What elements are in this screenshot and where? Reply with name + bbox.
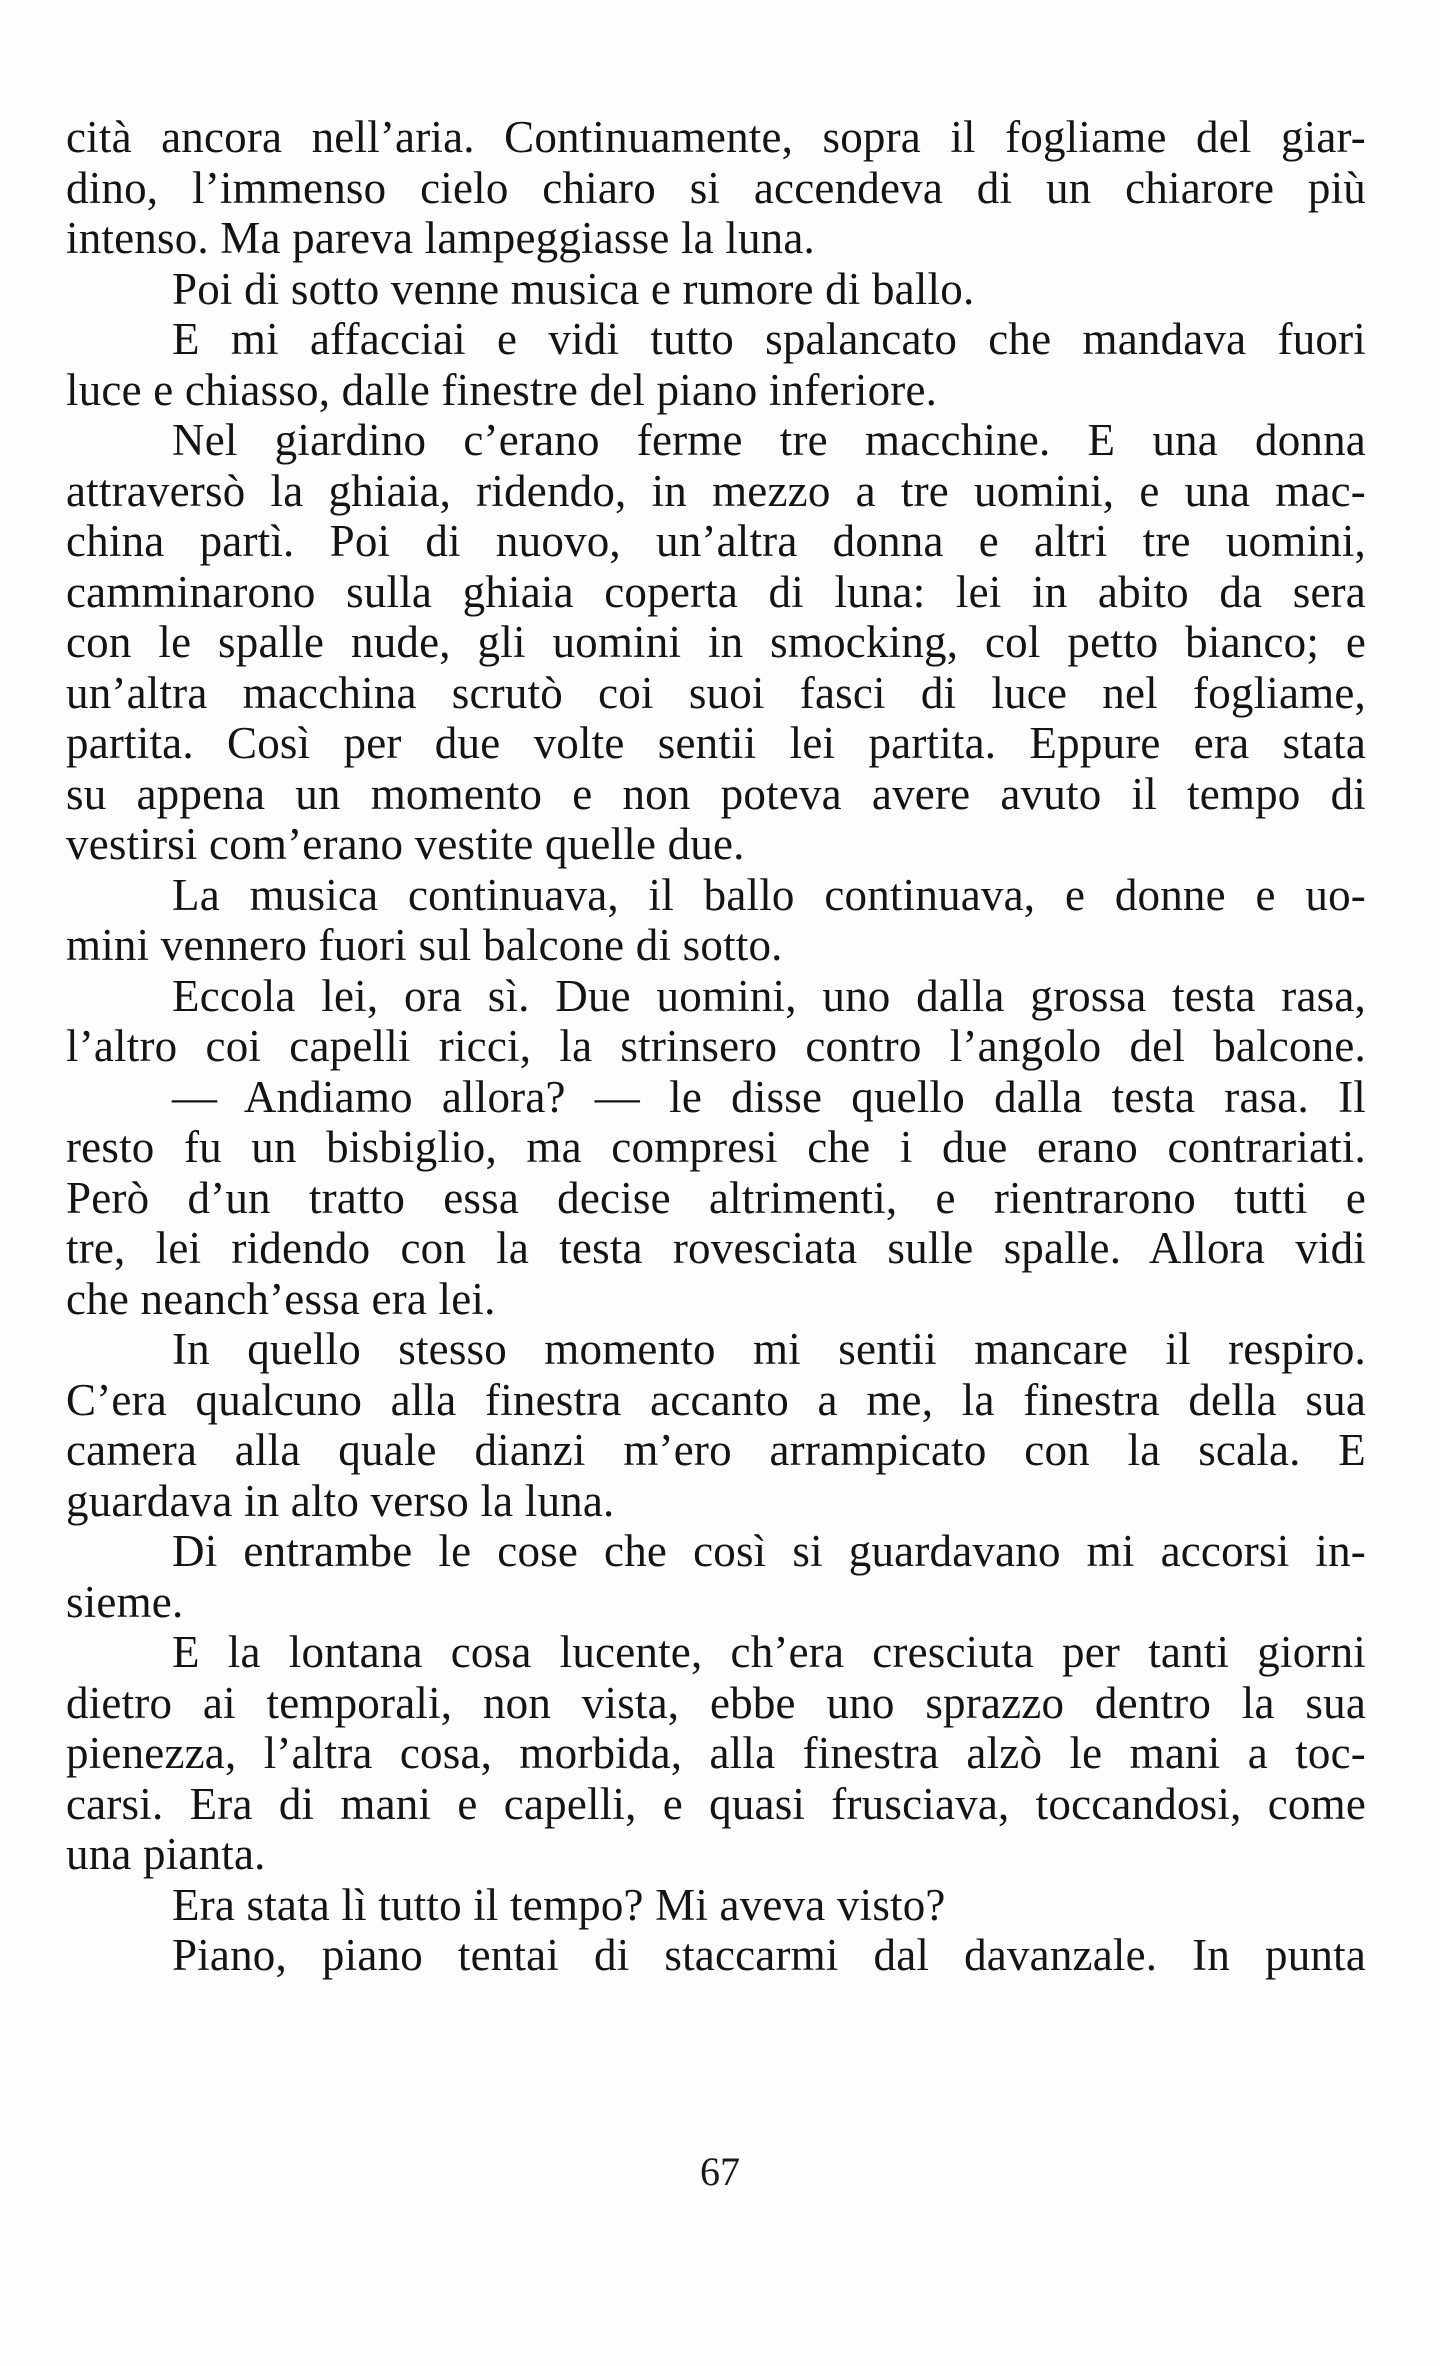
text-line: Eccola lei, ora sì. Due uomini, uno dalla grossa testa rasa, [172, 970, 1366, 1021]
text-line: guardava in alto verso la luna. [66, 1475, 615, 1526]
text-line: sieme. [66, 1576, 184, 1627]
text-line: camera alla quale dianzi m’ero arrampicato con la scala. E [66, 1425, 1366, 1475]
text-line: con le spalle nude, gli uomini in smocking, col petto bianco; e [66, 617, 1366, 667]
text-line: cità ancora nell’aria. Continuamente, sopra il fogliame del giar- [66, 112, 1366, 162]
text-line: dino, l’immenso cielo chiaro si accendeva di un chiarore più [66, 162, 1366, 213]
text-line: una pianta. [66, 1829, 266, 1879]
body-text [66, 112, 1366, 1981]
text-line: l’altro coi capelli ricci, la strinsero contro l’angolo del balcone. [66, 1021, 1366, 1071]
text-line: che neanch’essa era lei. [66, 1273, 496, 1324]
text-line: In quello stesso momento mi sentii mancare il respiro. [172, 1324, 1366, 1374]
text-line: Piano, piano tentai di staccarmi dal davanzale. In punta [172, 1930, 1366, 1980]
text-line: un’altra macchina scrutò coi suoi fasci di luce nel fogliame, [66, 667, 1366, 718]
text-line: Poi di sotto venne musica e rumore di ballo. [172, 263, 975, 314]
text-line: attraversò la ghiaia, ridendo, in mezzo a tre uomini, e una mac- [66, 465, 1366, 516]
text-line: pienezza, l’altra cosa, morbida, alla finestra alzò le mani a toc- [66, 1728, 1366, 1778]
text-line: luce e chiasso, dalle finestre del piano inferiore. [66, 364, 938, 415]
text-line: C’era qualcuno alla finestra accanto a me, la finestra della sua [66, 1374, 1366, 1425]
text-line: Però d’un tratto essa decise altrimenti, e rientrarono tutti e [66, 1172, 1366, 1223]
text-line: partita. Così per due volte sentii lei partita. Eppure era stata [66, 718, 1366, 768]
text-line: dietro ai temporali, non vista, ebbe uno sprazzo dentro la sua [66, 1677, 1366, 1728]
text-line: china partì. Poi di nuovo, un’altra donna e altri tre uomini, [66, 516, 1366, 566]
text-line: intenso. Ma pareva lampeggiasse la luna. [66, 213, 816, 263]
text-line: camminarono sulla ghiaia coperta di luna: lei in abito da sera [66, 566, 1366, 617]
text-line: E la lontana cosa lucente, ch’era cresciuta per tanti giorni [172, 1627, 1366, 1677]
text-line: Era stata lì tutto il tempo? Mi aveva visto? [172, 1879, 946, 1930]
text-line: carsi. Era di mani e capelli, e quasi frusciava, toccandosi, come [66, 1778, 1366, 1829]
text-line: E mi affacciai e vidi tutto spalancato che mandava fuori [172, 314, 1366, 364]
page-number: 67 [700, 2149, 740, 2194]
text-line: tre, lei ridendo con la testa rovesciata sulle spalle. Allora vidi [66, 1223, 1366, 1273]
text-line: vestirsi com’erano vestite quelle due. [66, 819, 745, 869]
text-line: La musica continuava, il ballo continuava, e donne e uo- [172, 869, 1366, 920]
text-line: — Andiamo allora? — le disse quello dalla testa rasa. Il [172, 1071, 1366, 1122]
text-line: Di entrambe le cose che così si guardavano mi accorsi in- [172, 1526, 1366, 1576]
text-line: resto fu un bisbiglio, ma compresi che i due erano contrariati. [66, 1122, 1366, 1172]
text-line: Nel giardino c’erano ferme tre macchine. E una donna [172, 415, 1366, 465]
text-line: mini vennero fuori sul balcone di sotto. [66, 920, 783, 970]
text-line: su appena un momento e non poteva avere avuto il tempo di [66, 768, 1366, 819]
